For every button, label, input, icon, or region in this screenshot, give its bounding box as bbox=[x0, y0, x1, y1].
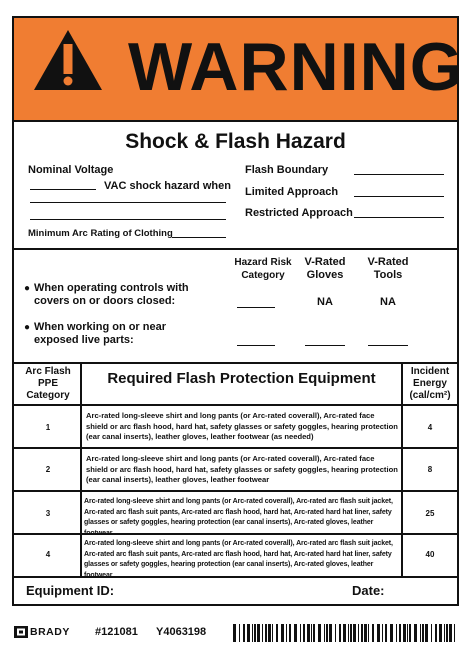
product-code: Y4063198 bbox=[156, 626, 207, 638]
nominal-voltage-label: Nominal Voltage bbox=[28, 164, 114, 176]
condition-blank-1 bbox=[30, 202, 226, 203]
bullet-icon: ● bbox=[24, 322, 31, 333]
col-ppe-category: Arc Flash PPE Category bbox=[25, 366, 71, 401]
limited-approach-blank bbox=[354, 196, 444, 197]
table-row-divider bbox=[14, 490, 457, 492]
ppe-row-text: Arc-rated long-sleeve shirt and long pants (or Arc-rated coverall), Arc-rated arc flash suit jacket, Arc-rated arc flash suit pants, Arc-rated arc flash hood, hard hat, Arc-rated hard hat liner, safety glasses or safety goggles, hearing protection (ear canal inserts), Arc-rated gloves, leather footwear bbox=[84, 498, 393, 537]
condition-blank-2 bbox=[30, 219, 226, 220]
table-row-divider bbox=[14, 533, 457, 535]
hazard-row-1-gloves: NA bbox=[317, 296, 333, 308]
flash-boundary-label: Flash Boundary bbox=[245, 164, 329, 176]
ppe-row-energy: 4 bbox=[427, 423, 433, 432]
bullet-icon: ● bbox=[24, 283, 31, 294]
hazard-row-2-text: When working on or near exposed live parts: bbox=[34, 321, 167, 346]
page-title: Shock & Flash Hazard bbox=[125, 130, 346, 153]
ppe-row-energy: 25 bbox=[425, 509, 435, 518]
brand-name: BRADY bbox=[30, 626, 70, 638]
col-vrated-tools: V-Rated Tools bbox=[367, 256, 409, 281]
table-col-divider bbox=[80, 362, 82, 576]
restricted-approach-label: Restricted Approach bbox=[245, 207, 353, 219]
hazard-row-2-gloves-blank bbox=[305, 345, 345, 346]
col-required-equipment: Required Flash Protection Equipment bbox=[107, 370, 376, 387]
ppe-row-text: Arc-rated long-sleeve shirt and long pants (or Arc-rated coverall), Arc-rated arc flash suit jacket, Arc-rated arc flash suit pants, Arc-rated arc flash hood, hard hat, Arc-rated hard hat liner, safety glasses or safety goggles, hearing protection (ear canal inserts), Arc-rated gloves, leather footwear bbox=[84, 540, 393, 579]
part-number: #121081 bbox=[95, 626, 138, 638]
ppe-row-category: 2 bbox=[45, 465, 51, 474]
ppe-row-text: Arc-rated long-sleeve shirt and long pants (or Arc-rated coverall), Arc-rated face shield or arc flash hood, hard hat, safety glasses or safety goggles, hearing protection (ear canal inserts), leather gloves, leather footwear (as needed) bbox=[86, 411, 398, 441]
equipment-id-label: Equipment ID: bbox=[26, 583, 115, 598]
hazard-row-1-text: When operating controls with covers on or doors closed: bbox=[34, 282, 189, 307]
hazard-row-1-category-blank bbox=[237, 307, 275, 308]
warning-triangle-icon bbox=[32, 28, 104, 92]
ppe-row-text: Arc-rated long-sleeve shirt and long pants (or Arc-rated coverall), Arc-rated face shield or arc flash hood, hard hat, safety glasses or safety goggles, hearing protection (ear canal inserts), leather gloves, leather footwear bbox=[86, 454, 398, 484]
limited-approach-label: Limited Approach bbox=[245, 186, 339, 198]
ppe-row-category: 1 bbox=[45, 423, 51, 432]
hazard-row-1-tools: NA bbox=[380, 296, 396, 308]
col-vrated-gloves: V-Rated Gloves bbox=[304, 256, 346, 281]
hazard-row-2-category-blank bbox=[237, 345, 275, 346]
restricted-approach-blank bbox=[354, 217, 444, 218]
col-incident-energy: Incident Energy (cal/cm²) bbox=[409, 366, 451, 401]
ppe-row-category: 4 bbox=[45, 550, 51, 559]
flash-boundary-blank bbox=[354, 174, 444, 175]
table-row-divider bbox=[14, 447, 457, 449]
divider bbox=[14, 248, 457, 250]
min-arc-label: Minimum Arc Rating of Clothing bbox=[28, 228, 173, 239]
barcode bbox=[233, 624, 457, 642]
brady-logo-icon bbox=[14, 626, 28, 638]
min-arc-blank bbox=[172, 237, 226, 238]
vac-blank bbox=[30, 189, 96, 190]
hazard-row-2-tools-blank bbox=[368, 345, 408, 346]
ppe-row-energy: 40 bbox=[425, 550, 435, 559]
vac-label: VAC shock hazard when bbox=[104, 180, 231, 192]
date-label: Date: bbox=[352, 583, 385, 598]
warning-heading: WARNING bbox=[128, 29, 464, 105]
col-hazard-category: Hazard Risk Category bbox=[234, 257, 292, 281]
table-row-divider bbox=[14, 576, 457, 578]
ppe-row-energy: 8 bbox=[427, 465, 433, 474]
ppe-row-category: 3 bbox=[45, 509, 51, 518]
table-row-divider bbox=[14, 404, 457, 406]
